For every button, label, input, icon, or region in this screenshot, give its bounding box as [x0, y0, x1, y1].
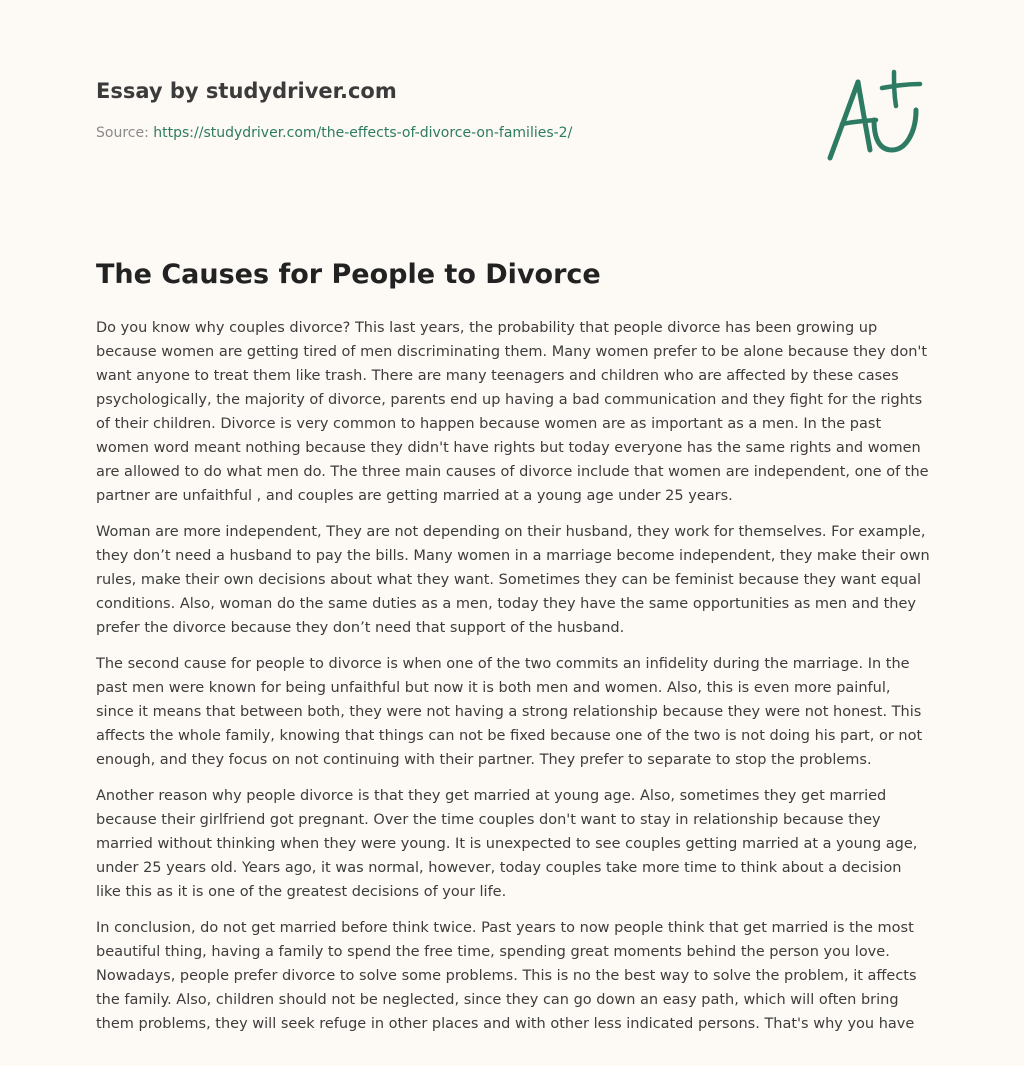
source-line [96, 123, 736, 143]
essay-paragraph: Do you know why couples divorce? This last years, the probability that people divorce has been growing up because women are getting tired of men discriminating them. Many women prefer to be alone because they don't want anyone to treat them like trash. There are many teenagers and children who are affected by these cases psychologically, the majority of divorce, parents end up having a bad communication and they fight for the rights of their children. Divorce is very common to happen because women are as important as a men. In the past women word meant nothing because they didn't have rights but today everyone has the same rights and women are allowed to do what men do. The three main causes of divorce include that women are independent, one of the partner are unfaithful , and couples are getting married at a young age under 25 years. [96, 320, 929, 504]
essay-body [96, 316, 930, 1048]
essay-title: The Causes for People to Divorce [96, 259, 601, 290]
essay-paragraph: In conclusion, do not get married before think twice. Past years to now people think that get married is the most beautiful thing, having a family to spend the free time, spending great moments behind the person you love. Nowadays, people prefer divorce to solve some problems. This is no the best way to solve the problem, it affects the family. Also, children should not be neglected, since they can go down an easy path, which will often bring them problems, they will seek refuge in other places and with other less indicated persons. That's why you have [96, 920, 917, 1032]
essay-paragraph: The second cause for people to divorce is when one of the two commits an infidelity during the marriage. In the past men were known for being unfaithful but now it is both men and women. Also, this is even more painful, since it means that between both, they were not having a strong relationship because they were not honest. This affects the whole family, knowing that things can not be fixed because one of the two is not doing his part, or not enough, and they focus on not continuing with their partner. They prefer to separate to stop the problems. [96, 656, 923, 768]
site-brand: Essay by studydriver.com [96, 79, 397, 103]
essay-paragraph: Woman are more independent, They are not depending on their husband, they work for themselves. For example, they don’t need a husband to pay the bills. Many women in a marriage become independent, they make their own rules, make their own decisions about what they want. Sometimes they can be feminist because they want equal conditions. Also, woman do the same duties as a men, today they have the same opportunities as men and they prefer the divorce because they don’t need that support of the husband. [96, 524, 930, 636]
source-link[interactable]: https://studydriver.com/the-effects-of-divorce-on-families-2/ [153, 125, 573, 141]
essay-paragraph: Another reason why people divorce is that they get married at young age. Also, sometimes they get married because their girlfriend got pregnant. Over the time couples don't want to stay in relationship because they married without thinking when they were young. It is unexpected to see couples getting married at a young age, under 25 years old. Years ago, it was normal, however, today couples take more time to think about a decision like this as it is one of the greatest decisions of your life. [96, 788, 918, 900]
a-plus-logo-icon [818, 66, 930, 166]
source-label: Source: [96, 125, 154, 141]
header [96, 76, 736, 143]
